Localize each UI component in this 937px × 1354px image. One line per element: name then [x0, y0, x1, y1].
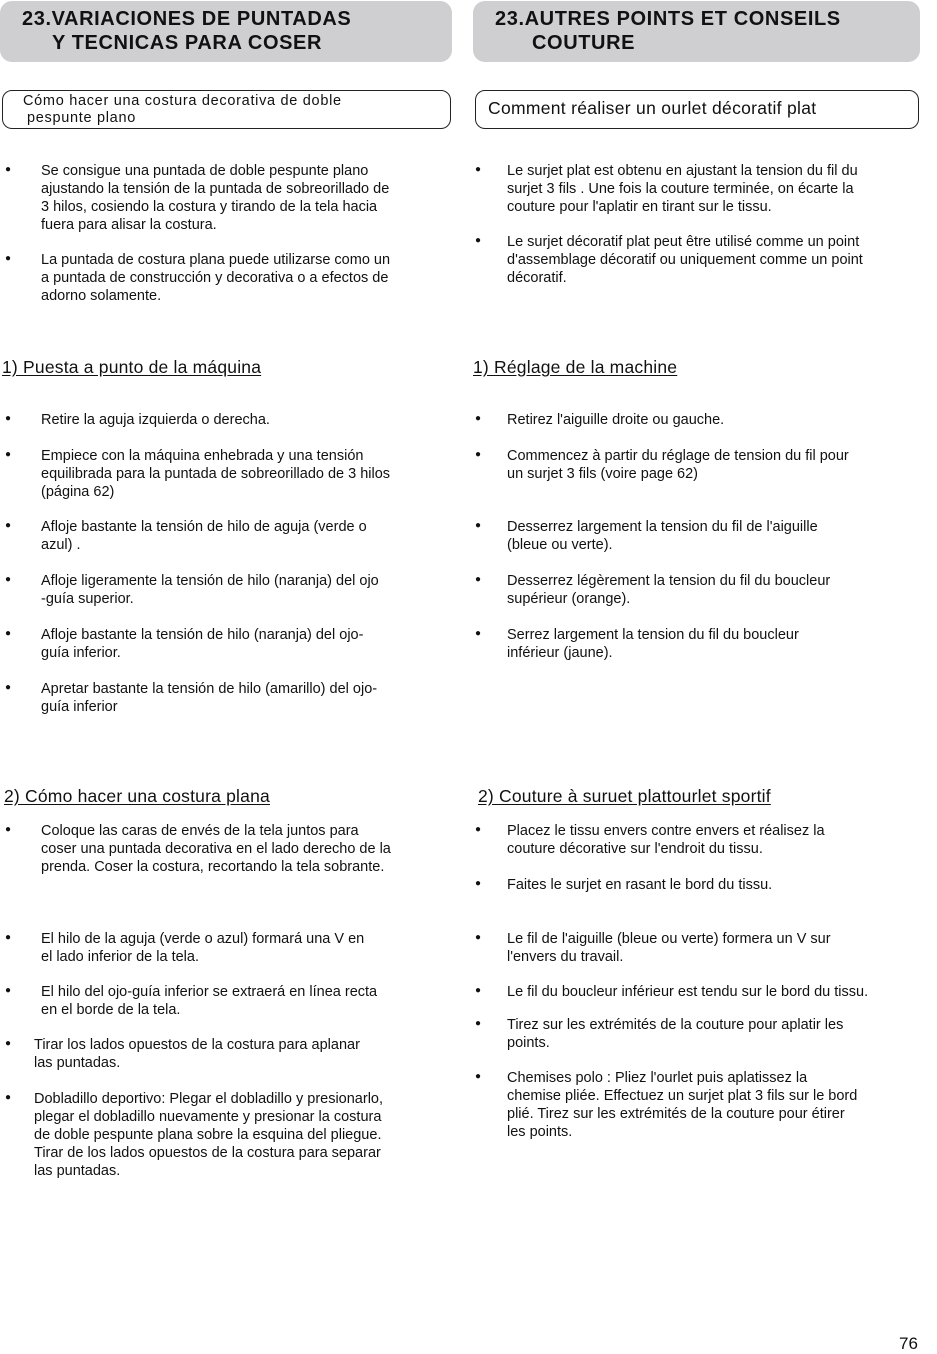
item-text: Commencez à partir du réglage de tension du fil pour un surjet 3 fils (voire page 62): [507, 448, 849, 482]
bullet-icon: ●: [5, 932, 12, 943]
bullet-icon: ●: [475, 164, 482, 175]
section-header-es: [0, 1, 452, 62]
section2-title-fr: 2) Couture à suruet plattourlet sportif: [478, 786, 771, 806]
page-number: 76: [899, 1334, 918, 1353]
bullet-icon: ●: [5, 1092, 12, 1103]
item-text: Afloje bastante la tensión de hilo de aguja (verde o azul) .: [41, 519, 367, 553]
bullet-icon: ●: [5, 628, 12, 639]
item-text: Dobladillo deportivo: Plegar el dobladillo y presionarlo, plegar el dobladillo nuevamente y presionar la costura de doble pespunte plana sobre la esquina del pliegue. Tirar de los lados opuestos de la costura para separar las puntadas.: [34, 1091, 384, 1179]
bullet-icon: ●: [5, 164, 12, 175]
item-text: Empiece con la máquina enhebrada y una tensión equilibrada para la puntada de sobreorillado de 3 hilos (página 62): [41, 448, 391, 500]
item-text: Tirar los lados opuestos de la costura para aplanar las puntadas.: [34, 1037, 360, 1071]
item-text: Le surjet plat est obtenu en ajustant la tension du fil du surjet 3 fils . Une fois la couture terminée, on écarte la couture pour l'aplatir en tirant sur le tissu.: [507, 163, 858, 215]
item-text: Le fil du boucleur inférieur est tendu sur le bord du tissu.: [507, 984, 869, 1000]
section1-title-es: 1) Puesta a punto de la máquina: [2, 357, 262, 377]
item-text: Tirez sur les extrémités de la couture pour aplatir les points.: [507, 1017, 844, 1051]
bullet-icon: ●: [475, 449, 482, 460]
item-text: Coloque las caras de envés de la tela juntos para coser una puntada decorativa en el lado derecho de la prenda. Coser la costura, recortando la tela sobrante.: [41, 823, 391, 875]
bullet-icon: ●: [475, 878, 482, 889]
bullet-icon: ●: [475, 985, 482, 996]
item-text: El hilo de la aguja (verde o azul) formará una V en el lado inferior de la tela.: [41, 931, 365, 965]
section2-title-es: 2) Cómo hacer una costura plana: [4, 786, 270, 806]
item-text: Le surjet décoratif plat peut être utilisé comme un point d'assemblage décoratif ou uniquement comme un point décoratif.: [507, 234, 863, 286]
bullet-icon: ●: [5, 824, 12, 835]
bullet-icon: ●: [475, 1018, 482, 1029]
header-es-line1: 23.VARIACIONES DE PUNTADAS: [22, 8, 352, 30]
item-text: Afloje ligeramente la tensión de hilo (naranja) del ojo -guía superior.: [41, 573, 379, 607]
item-text: La puntada de costura plana puede utilizarse como un a puntada de construcción y decorativa o a efectos de adorno solamente.: [41, 252, 391, 304]
bullet-icon: ●: [5, 413, 12, 424]
item-text: Desserrez légèrement la tension du fil du boucleur supérieur (orange).: [507, 573, 831, 607]
bullet-icon: ●: [5, 1038, 12, 1049]
bullet-icon: ●: [5, 682, 12, 693]
bullet-icon: ●: [475, 824, 482, 835]
item-text: Serrez largement la tension du fil du boucleur inférieur (jaune).: [507, 627, 799, 661]
subtitle-box-es: [2, 90, 451, 129]
bullet-icon: ●: [475, 574, 482, 585]
bullet-icon: ●: [5, 520, 12, 531]
section1-title-fr: 1) Réglage de la machine: [473, 357, 678, 377]
subtitle-es-line1: Cómo hacer una costura decorativa de doble: [23, 93, 342, 109]
bullet-icon: ●: [5, 985, 12, 996]
subtitle-box-fr: Comment réaliser un ourlet décoratif plat: [475, 90, 919, 129]
item-text: Retirez l'aiguille droite ou gauche.: [507, 412, 725, 428]
bullet-icon: ●: [5, 449, 12, 460]
item-text: Le fil de l'aiguille (bleue ou verte) formera un V sur l'envers du travail.: [507, 931, 831, 965]
item-text: Desserrez largement la tension du fil de l'aiguille (bleue ou verte).: [507, 519, 818, 553]
item-text: Retire la aguja izquierda o derecha.: [41, 412, 270, 428]
item-text: Apretar bastante la tensión de hilo (amarillo) del ojo- guía inferior: [41, 681, 378, 715]
item-text: Se consigue una puntada de doble pespunte plano ajustando la tensión de la puntada de sobreorillado de 3 hilos, cosiendo la costura y tirando de la tela hacia fuera para alisar la costura.: [41, 163, 390, 233]
item-text: Placez le tissu envers contre envers et réalisez la couture décorative sur l'endroit du tissu.: [507, 823, 825, 857]
header-fr-line1: 23.AUTRES POINTS ET CONSEILS: [495, 8, 841, 30]
item-text: Chemises polo : Pliez l'ourlet puis aplatissez la chemise pliée. Effectuez un surjet plat 3 fils sur le bord plié. Tirez sur les extrémités de la couture pour étirer les points.: [507, 1070, 858, 1140]
bullet-icon: ●: [475, 520, 482, 531]
header-fr-line2: COUTURE: [532, 32, 636, 54]
bullet-icon: ●: [5, 253, 12, 264]
header-es-line2: Y TECNICAS PARA COSER: [52, 32, 323, 54]
section-header-fr: [473, 1, 920, 62]
subtitle-es-line2: pespunte plano: [27, 110, 136, 126]
bullet-icon: ●: [475, 932, 482, 943]
item-text: Faites le surjet en rasant le bord du tissu.: [507, 877, 773, 893]
bullet-icon: ●: [475, 413, 482, 424]
bullet-icon: ●: [475, 1071, 482, 1082]
item-text: Afloje bastante la tensión de hilo (naranja) del ojo- guía inferior.: [41, 627, 364, 661]
bullet-icon: ●: [5, 574, 12, 585]
bullet-icon: ●: [475, 628, 482, 639]
bullet-icon: ●: [475, 235, 482, 246]
item-text: El hilo del ojo-guía inferior se extraerá en línea recta en el borde de la tela.: [41, 984, 378, 1018]
